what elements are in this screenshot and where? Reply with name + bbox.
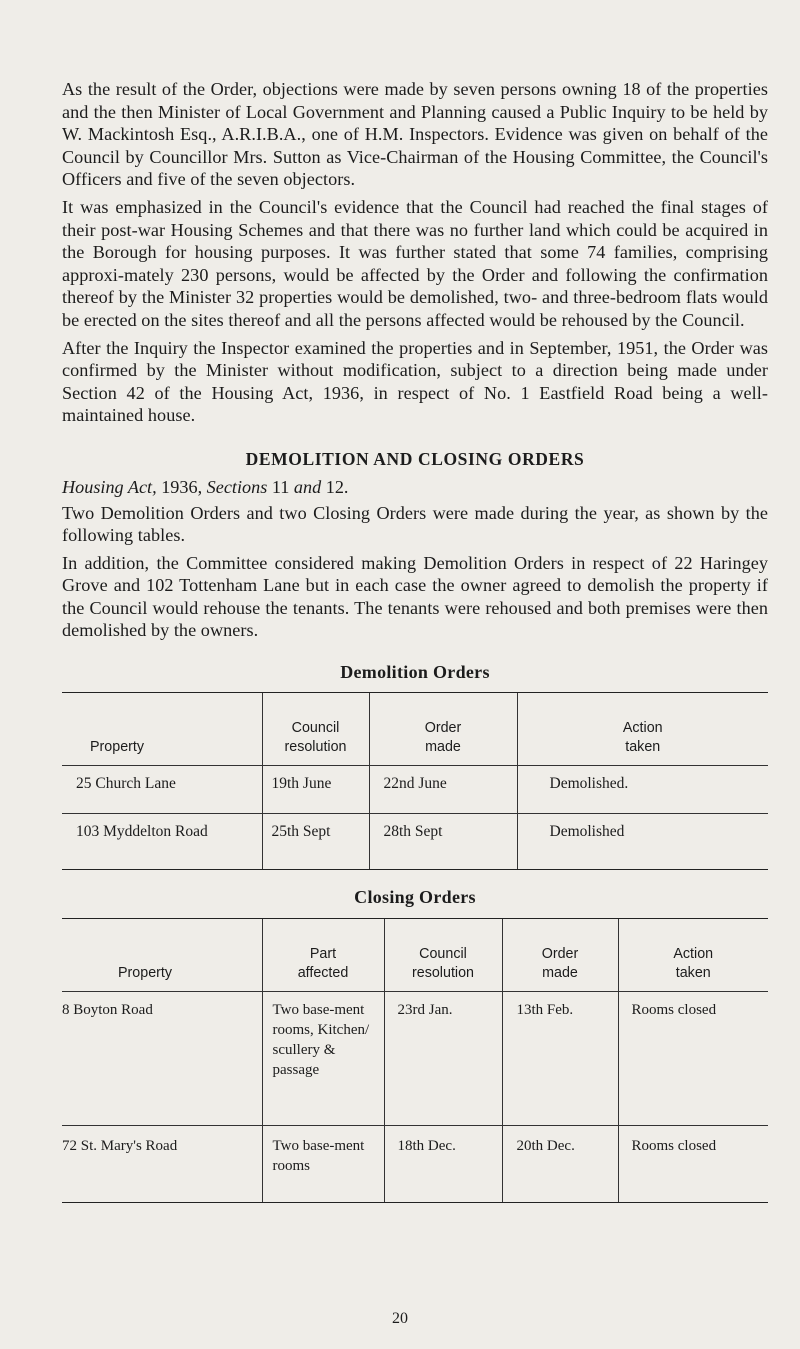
paragraph-orders-made: Two Demolition Orders and two Closing Orders were made during the year, as shown by the following tables. [62, 502, 768, 546]
section-number-2: 12. [321, 476, 349, 497]
table-row [62, 766, 768, 814]
cell-council-resolution: 19th June [262, 766, 369, 814]
cell-council-resolution: 25th Sept [262, 814, 369, 870]
closing-table [62, 918, 768, 1203]
cell-property: 72 St. Mary's Road [62, 1126, 262, 1203]
section-number-1: 11 [267, 476, 294, 497]
table-row [62, 992, 768, 1126]
header-council-resolution: Council resolution [384, 919, 502, 992]
sections-word: Sections [206, 476, 268, 497]
header-council-resolution: Council resolution [262, 693, 369, 766]
paragraph-confirmation: After the Inquiry the Inspector examined the properties and in September, 1951, the Order was confirmed by the Minister without modification, subject to a direction being made under Section 42 of the Housing Act, 1936, in respect of No. 1 Eastfield Road being a well-maintained house. [62, 337, 768, 426]
table-header-row [62, 693, 768, 766]
table-header-row [62, 919, 768, 992]
header-order-made: Order made [502, 919, 618, 992]
cell-part-affected: Two base-ment rooms, Kitchen/ scullery & passage [262, 992, 384, 1126]
cell-council-resolution: 18th Dec. [384, 1126, 502, 1203]
closing-table-caption: Closing Orders [354, 887, 476, 908]
cell-action-taken: Demolished. [517, 766, 768, 814]
paragraph-inquiry: As the result of the Order, objections were made by seven persons owning 18 of the properties and the then Minister of Local Government and Planning caused a Public Inquiry to be held by W. Mackintosh Esq., A.R.I.B.A., one of H.M. Inspectors. Evidence was given on behalf of the Council by Councillor Mrs. Sutton as Vice-Chairman of the Housing Committee, the Council's Officers and five of the seven objectors. [62, 79, 768, 190]
header-property: Property [62, 919, 262, 992]
cell-order-made: 20th Dec. [502, 1126, 618, 1203]
cell-order-made: 13th Feb. [502, 992, 618, 1126]
header-action-taken: Action taken [618, 919, 768, 992]
act-name: Housing Act, [62, 476, 157, 497]
cell-order-made: 28th Sept [369, 814, 517, 870]
cell-property: 103 Myddelton Road [62, 814, 262, 870]
cell-council-resolution: 23rd Jan. [384, 992, 502, 1126]
and-word: and [293, 476, 322, 497]
header-action-taken: Action taken [517, 693, 768, 766]
act-year: 1936, [156, 476, 207, 497]
demolition-table [62, 692, 768, 870]
legislation-line [62, 476, 768, 499]
cell-action-taken: Demolished [517, 814, 768, 870]
paragraph-evidence: It was emphasized in the Council's evidence that the Council had reached the final stages of their post-war Housing Schemes and that there was no further land which could be acquired in the Borough for housing purposes. It was further stated that some 74 families, comprising approxi-mately 230 persons, would be affected by the Order and following the confirmation thereof by the Minister 32 properties would be demolished, two- and three-bedroom flats would be erected on the sites thereof and all the persons affected would be rehoused by the Council. [62, 196, 768, 330]
page-body [62, 78, 768, 1203]
cell-property: 8 Boyton Road [62, 992, 262, 1126]
header-order-made: Order made [369, 693, 517, 766]
section-heading: DEMOLITION AND CLOSING ORDERS [245, 448, 585, 469]
cell-action-taken: Rooms closed [618, 1126, 768, 1203]
cell-order-made: 22nd June [369, 766, 517, 814]
page-number: 20 [392, 1310, 408, 1327]
header-part-affected: Part affected [262, 919, 384, 992]
table-row [62, 1126, 768, 1203]
cell-action-taken: Rooms closed [618, 992, 768, 1126]
cell-part-affected: Two base-ment rooms [262, 1126, 384, 1203]
demolition-table-caption: Demolition Orders [340, 662, 490, 683]
cell-property: 25 Church Lane [62, 766, 262, 814]
header-property: Property [62, 693, 262, 766]
paragraph-committee: In addition, the Committee considered making Demolition Orders in respect of 22 Haringey Grove and 102 Tottenham Lane but in each case the owner agreed to demolish the property if the Council would rehouse the tenants. The tenants were rehoused and both premises were then demolished by the owners. [62, 552, 768, 641]
table-row [62, 814, 768, 870]
